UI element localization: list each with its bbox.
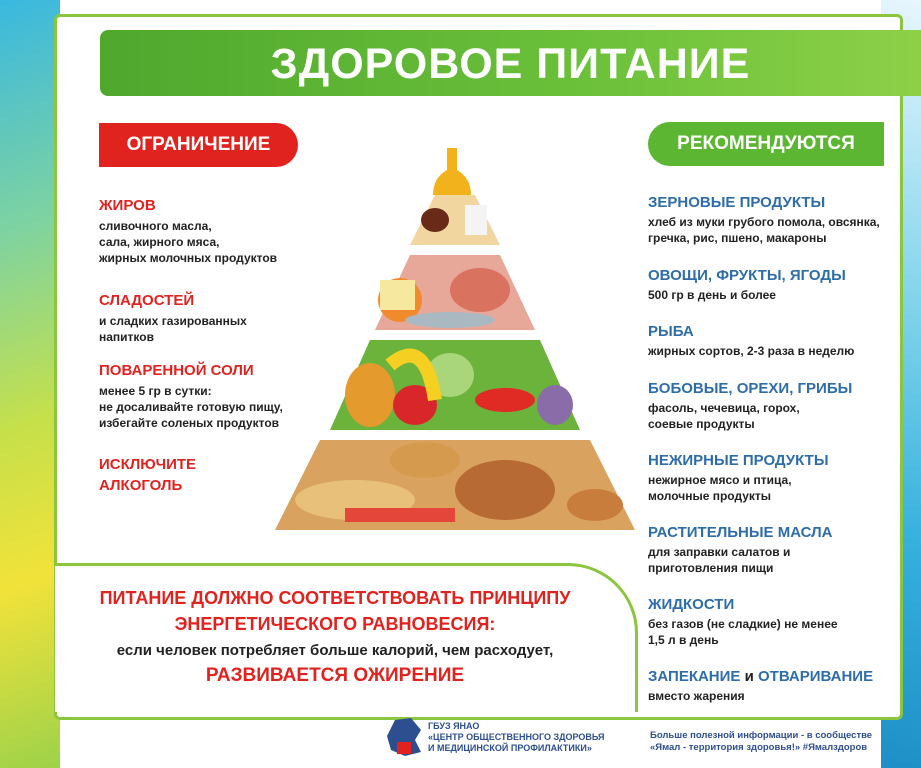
title-bar bbox=[100, 30, 921, 96]
text-line: молочные продукты bbox=[648, 489, 772, 503]
text-line: менее 5 гр в сутки: bbox=[99, 384, 212, 398]
head-part: ОТВАРИВАНИЕ bbox=[758, 668, 874, 685]
recommend-item-text bbox=[648, 472, 888, 504]
principle-line-1: ПИТАНИЕ ДОЛЖНО СООТВЕТСТВОВАТЬ ПРИНЦИПУ bbox=[99, 588, 571, 608]
text-line: избегайте соленых продуктов bbox=[99, 416, 280, 430]
principle-line-3: если человек потребляет больше калорий, чем расходует, bbox=[116, 642, 554, 659]
info-line: Больше полезной информации - в сообществе bbox=[650, 730, 873, 741]
pepper-shape bbox=[475, 388, 535, 412]
text-line: напитков bbox=[99, 330, 154, 344]
page-title: ЗДОРОВОЕ ПИТАНИЕ bbox=[270, 40, 751, 88]
recommend-item-oils bbox=[648, 523, 888, 576]
artichoke-shape bbox=[537, 385, 573, 425]
chocolate-shape bbox=[421, 208, 449, 232]
text-line: без газов (не сладкие) не менее bbox=[648, 617, 838, 631]
limit-item-head: ПОВАРЕННОЙ СОЛИ bbox=[99, 362, 254, 379]
text-line: жирных сортов, 2-3 раза в неделю bbox=[648, 344, 855, 358]
recommend-item-head: НЕЖИРНЫЕ ПРОДУКТЫ bbox=[648, 452, 829, 469]
text-line: для заправки салатов и bbox=[648, 545, 791, 559]
pineapple-shape bbox=[345, 363, 395, 427]
limit-item-head: АЛКОГОЛЬ bbox=[99, 477, 183, 494]
recommend-item-head: ОВОЩИ, ФРУКТЫ, ЯГОДЫ bbox=[648, 267, 846, 284]
recommend-item-head: БОБОВЫЕ, ОРЕХИ, ГРИБЫ bbox=[648, 380, 853, 397]
recommend-item-text bbox=[648, 343, 888, 359]
meat-shape bbox=[450, 268, 510, 312]
org-line: «ЦЕНТР ОБЩЕСТВЕННОГО ЗДОРОВЬЯ bbox=[428, 732, 605, 742]
principle-line-4: РАЗВИВАЕТСЯ ОЖИРЕНИЕ bbox=[205, 665, 465, 686]
recommend-item-head: ЗЕРНОВЫЕ ПРОДУКТЫ bbox=[648, 194, 826, 211]
limit-heading: ОГРАНИЧЕНИЕ bbox=[99, 123, 298, 167]
muffin-shape bbox=[567, 489, 623, 521]
limit-item-head: СЛАДОСТЕЙ bbox=[99, 292, 195, 309]
recommend-item-head: РЫБА bbox=[648, 323, 694, 340]
oil-bottle-shape bbox=[433, 148, 471, 195]
recommend-item-legumes bbox=[648, 379, 888, 432]
bread-shape bbox=[455, 460, 555, 520]
text-line: сала, жирного мяса, bbox=[99, 235, 220, 249]
head-part: ЗАПЕКАНИЕ bbox=[648, 668, 741, 685]
text-line: жирных молочных продуктов bbox=[99, 251, 278, 265]
recommend-item-text bbox=[648, 688, 888, 704]
recommend-item-grains bbox=[648, 193, 888, 246]
recommend-item-lowfat bbox=[648, 451, 888, 504]
recommend-item-liquids bbox=[648, 595, 888, 648]
potato-shape bbox=[390, 442, 460, 478]
community-info bbox=[650, 730, 872, 754]
recommend-item-vegetables bbox=[648, 266, 888, 303]
text-line: фасоль, чечевица, горох, bbox=[648, 401, 800, 415]
recommend-item-text bbox=[648, 287, 888, 303]
recommend-item-head bbox=[648, 667, 888, 686]
limit-item-head: ЖИРОВ bbox=[99, 197, 156, 214]
text-line: 500 гр в день и более bbox=[648, 288, 776, 302]
recommend-item-fish bbox=[648, 322, 888, 359]
recommend-item-head: ЖИДКОСТИ bbox=[648, 596, 735, 613]
spaghetti-shape bbox=[345, 508, 455, 522]
organization-name bbox=[428, 721, 605, 754]
recommend-item-head: РАСТИТЕЛЬНЫЕ МАСЛА bbox=[648, 524, 833, 541]
text-line: и сладких газированных bbox=[99, 314, 247, 328]
text-line: вместо жарения bbox=[648, 689, 745, 703]
text-line: 1,5 л в день bbox=[648, 633, 719, 647]
sugar-shape bbox=[465, 205, 487, 235]
recommend-item-text bbox=[648, 616, 888, 648]
fish-shape bbox=[405, 312, 495, 328]
text-line: хлеб из муки грубого помола, овсянка, bbox=[648, 215, 880, 229]
butter-shape bbox=[380, 280, 415, 310]
text-line: соевые продукты bbox=[648, 417, 755, 431]
text-line: не досаливайте готовую пищу, bbox=[99, 400, 283, 414]
recommend-item-text bbox=[648, 544, 888, 576]
org-line: И МЕДИЦИНСКОЙ ПРОФИЛАКТИКИ» bbox=[428, 743, 592, 753]
principle-box bbox=[55, 563, 638, 712]
org-line: ГБУЗ ЯНАО bbox=[428, 721, 480, 731]
recommend-item-text bbox=[648, 400, 888, 432]
limit-item-head: ИСКЛЮЧИТЕ bbox=[99, 456, 197, 473]
text-line: гречка, рис, пшено, макароны bbox=[648, 231, 827, 245]
recommend-heading: РЕКОМЕНДУЮТСЯ bbox=[648, 122, 884, 166]
text-line: нежирное мясо и птица, bbox=[648, 473, 792, 487]
principle-line-2: ЭНЕРГЕТИЧЕСКОГО РАВНОВЕСИЯ: bbox=[174, 614, 496, 634]
recommend-item-cooking bbox=[648, 667, 888, 704]
organization-logo bbox=[385, 716, 425, 758]
text-line: приготовления пищи bbox=[648, 561, 774, 575]
head-part: и bbox=[740, 668, 758, 685]
text-line: сливочного масла, bbox=[99, 219, 212, 233]
info-line: «Ямал - территория здоровья!» #Ямалздоров bbox=[650, 742, 868, 753]
recommend-item-text bbox=[648, 214, 888, 246]
food-pyramid-illustration bbox=[275, 140, 635, 535]
